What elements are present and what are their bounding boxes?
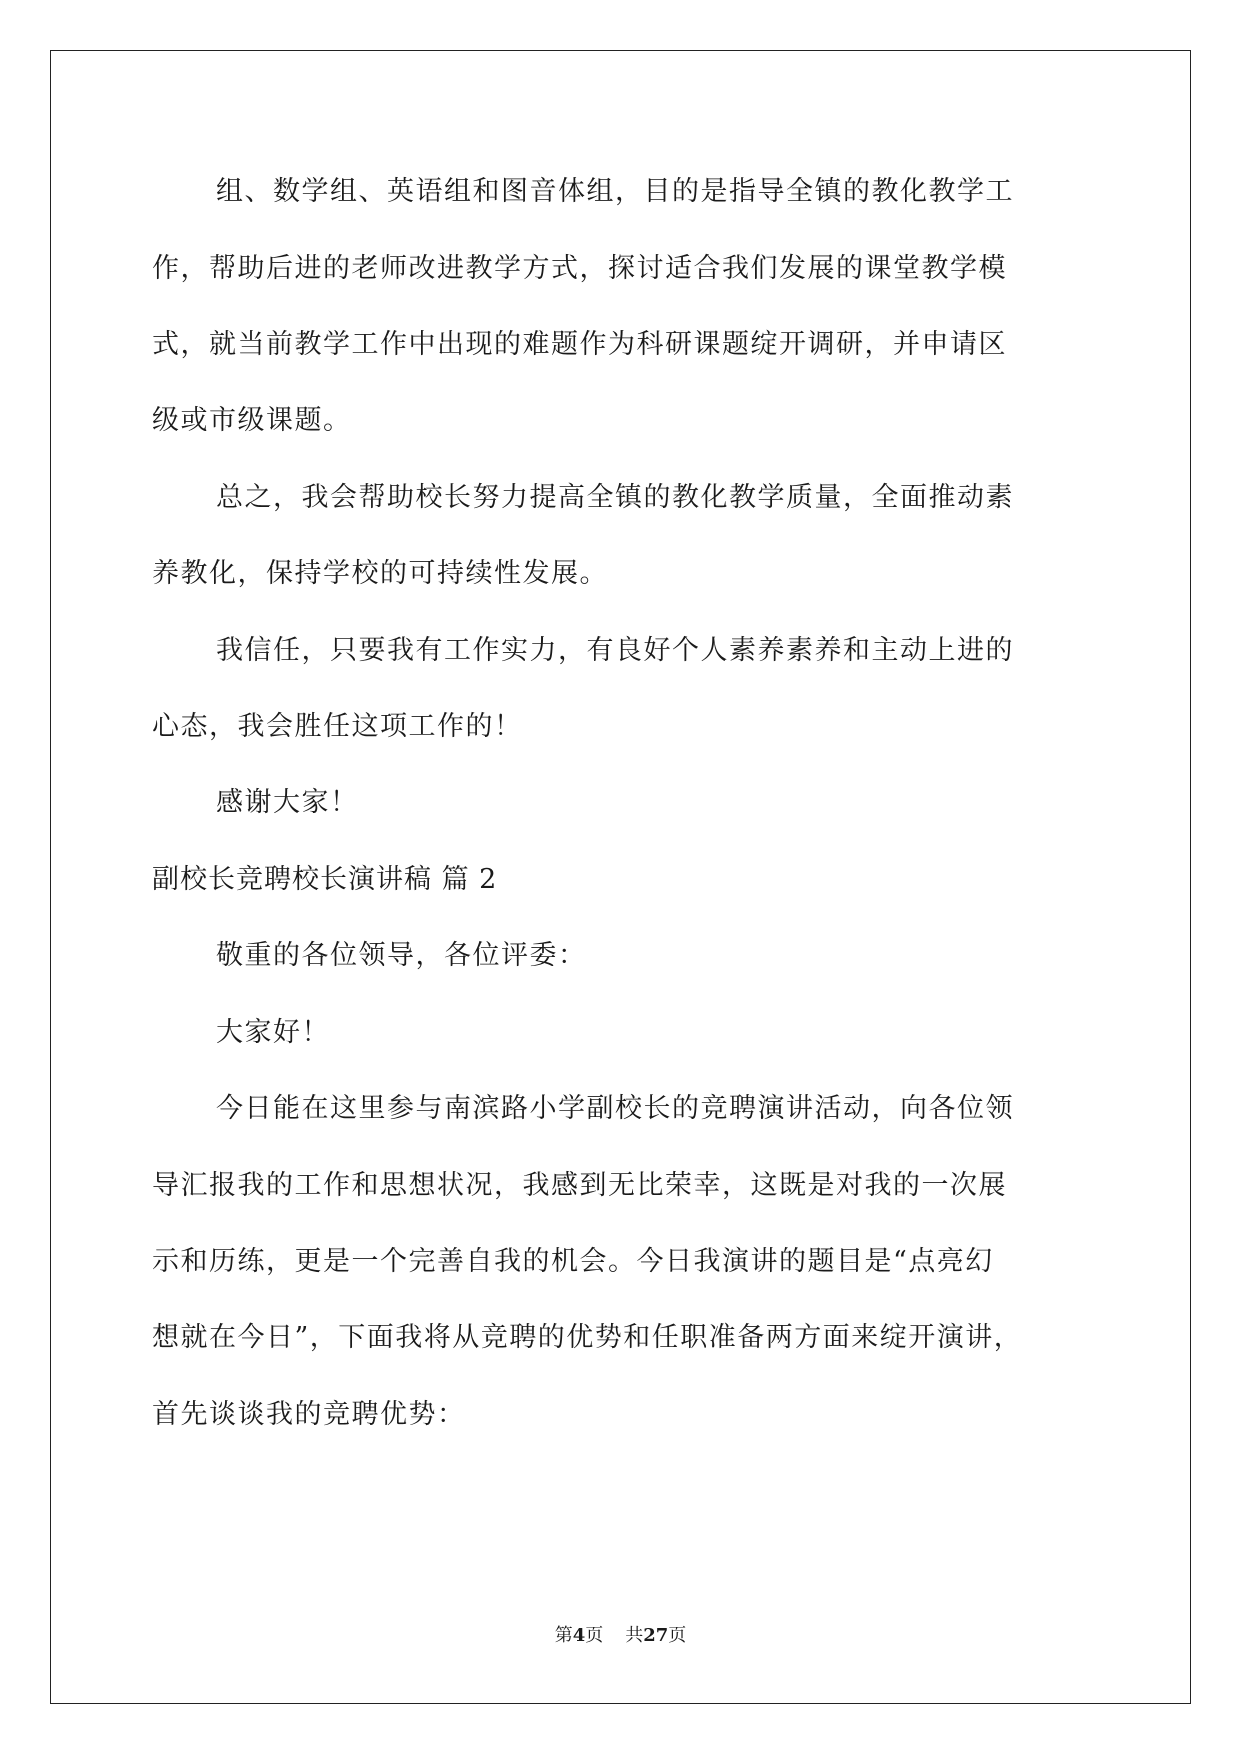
footer-page-suffix: 页	[585, 1625, 604, 1646]
paragraph-line: 式，就当前教学工作中出现的难题作为科研课题绽开调研，并申请区	[152, 329, 1007, 360]
paragraph-line: 示和历练，更是一个完善自我的机会。今日我演讲的题目是“点亮幻	[152, 1246, 994, 1277]
paragraph-line: 大家好！	[216, 1017, 330, 1048]
paragraph-line: 心态，我会胜任这项工作的！	[152, 711, 523, 742]
footer-total-pages: 27	[643, 1625, 669, 1646]
footer-page-number: 4	[572, 1625, 586, 1646]
footer-total-suffix: 页	[668, 1625, 687, 1646]
paragraph-line: 组、数学组、英语组和图音体组，目的是指导全镇的教化教学工	[216, 176, 1014, 207]
paragraph-line: 总之，我会帮助校长努力提高全镇的教化教学质量，全面推动素	[216, 482, 1014, 513]
paragraph-line: 作，帮助后进的老师改进教学方式，探讨适合我们发展的课堂教学模	[152, 253, 1007, 284]
paragraph-line: 想就在今日”，下面我将从竞聘的优势和任职准备两方面来绽开演讲，	[152, 1322, 1023, 1353]
paragraph-line: 养教化，保持学校的可持续性发展。	[152, 558, 608, 589]
paragraph-line: 级或市级课题。	[152, 405, 352, 436]
paragraph-line: 首先谈谈我的竞聘优势：	[152, 1399, 466, 1430]
page-footer	[0, 1624, 1241, 1648]
footer-page-prefix: 第	[554, 1625, 573, 1646]
section-heading: 副校长竞聘校长演讲稿 篇 2	[152, 864, 498, 895]
paragraph-line: 感谢大家！	[216, 787, 359, 818]
paragraph-line: 导汇报我的工作和思想状况，我感到无比荣幸，这既是对我的一次展	[152, 1170, 1007, 1201]
paragraph-line: 今日能在这里参与南滨路小学副校长的竞聘演讲活动，向各位领	[216, 1093, 1014, 1124]
paragraph-line: 我信任，只要我有工作实力，有良好个人素养素养和主动上进的	[216, 635, 1014, 666]
paragraph-line: 敬重的各位领导，各位评委：	[216, 940, 587, 971]
footer-total-prefix: 共	[625, 1625, 644, 1646]
